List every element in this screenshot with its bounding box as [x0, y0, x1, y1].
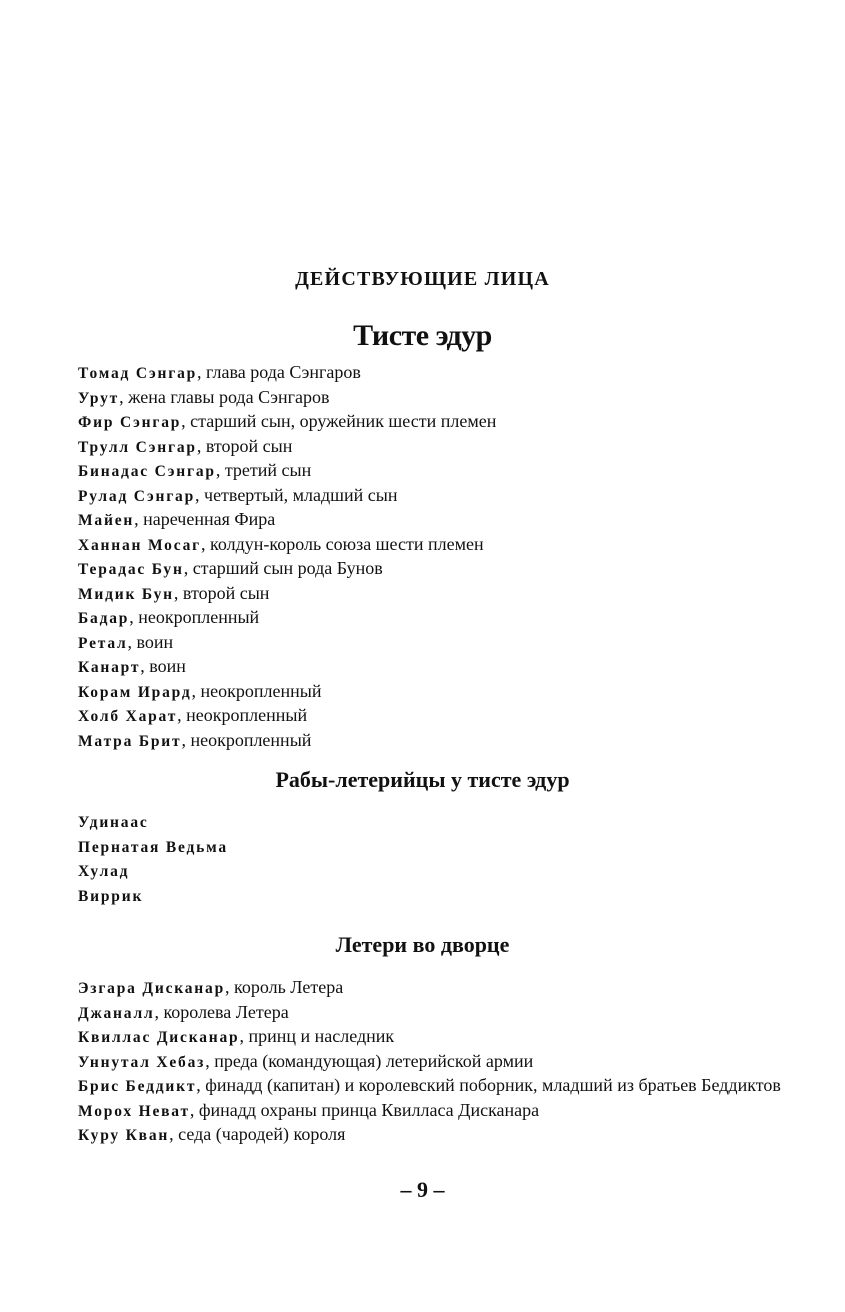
character-entry — [78, 1099, 778, 1124]
character-name: Ретал — [78, 634, 128, 652]
character-name: Матра Брит — [78, 732, 182, 750]
section-title-slaves: Рабы-летерийцы у тисте эдур — [275, 767, 570, 792]
character-description: , второй сын — [196, 435, 293, 456]
character-list-palace — [78, 976, 781, 1148]
character-description: , третий сын — [215, 460, 312, 480]
character-name: Терадас Бун — [78, 561, 184, 578]
character-name: Удинаас — [78, 814, 149, 831]
character-entry — [78, 386, 778, 411]
character-name: Томад Сэнгар — [78, 365, 198, 382]
character-description: , второй сын — [173, 582, 270, 603]
character-entry — [78, 1123, 778, 1148]
character-description: , принц и наследник — [239, 1026, 395, 1046]
character-entry — [78, 859, 778, 884]
character-name: Уннутал Хебаз — [78, 1053, 206, 1071]
character-entry — [78, 582, 778, 607]
character-entry — [78, 361, 778, 386]
character-entry — [78, 704, 778, 729]
character-description: , глава рода Сэнгаров — [197, 362, 361, 382]
character-entry — [78, 508, 778, 533]
character-entry — [78, 884, 778, 909]
character-name: Урут — [78, 389, 120, 407]
character-description: , неокропленный — [181, 729, 312, 750]
character-entry — [78, 835, 778, 860]
character-entry — [78, 606, 778, 631]
character-description: , седа (чародей) короля — [169, 1124, 346, 1144]
character-entry — [78, 484, 778, 509]
character-name: Корам Ирард — [78, 683, 192, 701]
character-description: , финадд (капитан) и королевский поборник, младший из братьев Беддиктов — [196, 1075, 781, 1095]
character-name: Морох Неват — [78, 1102, 190, 1120]
character-entry — [78, 435, 778, 460]
section-title-palace-leteri: Летери во дворце — [335, 932, 510, 957]
character-name: Канарт — [78, 659, 141, 676]
character-name: Ханнан Мосаг — [78, 536, 201, 554]
character-description: , колдун-король союза шести племен — [201, 533, 484, 554]
character-entry — [78, 631, 778, 656]
character-name: Виррик — [78, 887, 144, 905]
character-description: , неокропленный — [129, 607, 260, 627]
character-name: Майен — [78, 512, 135, 529]
character-entry — [78, 1025, 778, 1050]
character-description: , королева Летера — [154, 1001, 289, 1022]
character-description: , финадд охраны принца Квилласа Дисканара — [189, 1099, 540, 1120]
character-entry — [78, 459, 778, 484]
character-description: , четвертый, младший сын — [195, 484, 398, 505]
character-name: Пернатая Ведьма — [78, 838, 228, 856]
page-heading: ДЕЙСТВУЮЩИЕ ЛИЦА — [295, 268, 550, 290]
character-description: , воин — [127, 631, 174, 652]
character-description: , старший сын, оружейник шести племен — [181, 411, 497, 431]
character-entry — [78, 1001, 778, 1026]
character-list-slaves — [78, 810, 778, 908]
character-description: , король Летера — [225, 977, 344, 997]
character-entry — [78, 655, 778, 680]
character-name: Эзгара Дисканар — [78, 980, 225, 997]
character-entry — [78, 976, 778, 1001]
character-name: Джаналл — [78, 1004, 155, 1022]
character-entry — [78, 1050, 778, 1075]
character-name: Рулад Сэнгар — [78, 487, 196, 505]
character-description: , воин — [140, 656, 186, 676]
character-name: Трулл Сэнгар — [78, 438, 197, 456]
character-name: Холб Харат — [78, 708, 178, 725]
character-description: , неокропленный — [177, 705, 308, 725]
character-name: Бадар — [78, 610, 130, 627]
character-description: , преда (командующая) летерийской армии — [205, 1050, 534, 1071]
character-name: Мидик Бун — [78, 585, 174, 603]
character-entry — [78, 557, 778, 582]
character-description: , неокропленный — [191, 680, 322, 701]
character-description: , старший сын рода Бунов — [183, 558, 383, 578]
character-description: , жена главы рода Сэнгаров — [119, 386, 330, 407]
character-entry — [78, 533, 778, 558]
character-name: Брис Беддикт — [78, 1078, 197, 1095]
section-title-tiste-edur: Тисте эдур — [353, 319, 492, 352]
character-entry — [78, 810, 778, 835]
character-name: Фир Сэнгар — [78, 414, 182, 431]
character-list-tiste-edur — [78, 361, 778, 753]
character-name: Бинадас Сэнгар — [78, 463, 216, 480]
character-entry — [78, 680, 778, 705]
page-number: – 9 – — [400, 1177, 445, 1202]
character-name: Куру Кван — [78, 1127, 170, 1144]
character-name: Квиллас Дисканар — [78, 1029, 240, 1046]
character-entry — [78, 729, 778, 754]
character-name: Хулад — [78, 863, 130, 880]
character-entry — [78, 410, 778, 435]
character-description: , нареченная Фира — [134, 509, 276, 529]
character-entry — [78, 1074, 790, 1099]
